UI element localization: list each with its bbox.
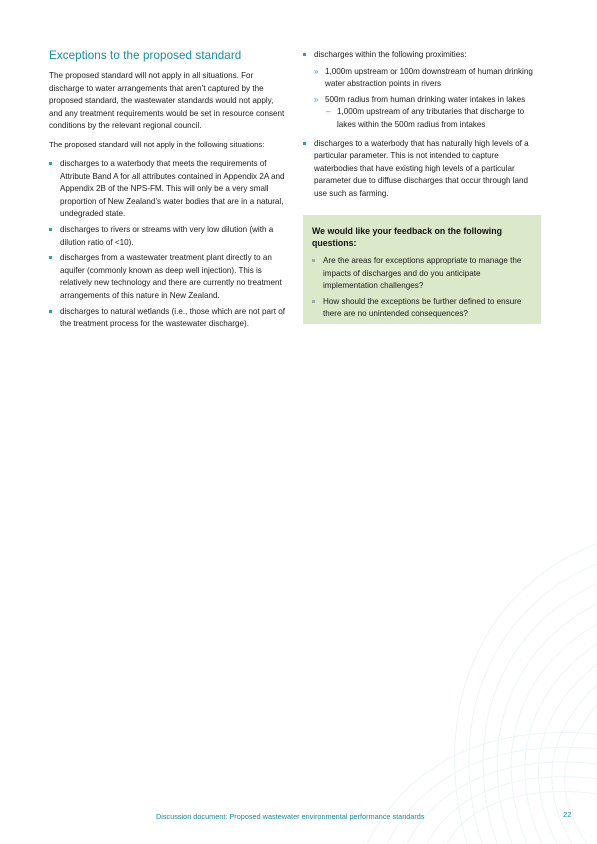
list-item: discharges to natural wetlands (i.e., those which are not part of the treatment process for the wastewater discharge). <box>49 306 285 331</box>
right-column <box>303 49 541 204</box>
bullet-marker <box>303 142 306 145</box>
list-item: How should the exceptions be further defined to ensure there are no unintended consequences? <box>312 296 534 321</box>
proximity-sublist <box>314 66 541 132</box>
chevron-right-icon: » <box>314 94 319 104</box>
lead-paragraph: The proposed standard will not apply in the following situations: <box>49 139 265 149</box>
list-item: discharges to a waterbody that has naturally high levels of a particular parameter. This is not intended to capture waterbodies that have existing high levels of a particular parameter due to diffuse discharges that occur through land use such as farming. <box>303 138 541 201</box>
subsub-list-item: – 1,000m upstream of any tributaries that discharge to lakes within the 500m radius from intakes <box>326 107 525 129</box>
list-item: discharges to rivers or streams with very low dilution (with a dilution ratio of <10). <box>49 224 285 249</box>
feedback-box <box>303 215 541 324</box>
dash-marker: – <box>326 107 331 117</box>
intro-paragraph: The proposed standard will not apply in all situations. For discharge to water arrangements that aren’t captured by the proposed standard, the wastewater standards would not apply, and any treatment requirements would be set in resource consent conditions by the relevant regional council. <box>49 71 285 131</box>
bullet-marker <box>312 259 315 262</box>
sub-list-item: » 1,000m upstream or 100m downstream of human drinking water abstraction points in rivers <box>314 66 533 89</box>
section-title: Exceptions to the proposed standard <box>49 49 242 62</box>
feedback-heading: We would like your feedback on the following questions: <box>312 226 502 249</box>
bullet-marker <box>312 300 315 303</box>
sub-list-item: » 500m radius from human drinking water intakes in lakes – 1,000m upstream of any tributaries that discharge to lakes within the 500m radius from intakes <box>314 94 541 132</box>
footer-text: Discussion document: Proposed wastewater environmental performance standards <box>156 812 425 821</box>
left-column <box>49 49 285 334</box>
bullet-marker <box>49 310 52 313</box>
bullet-marker <box>49 228 52 231</box>
bullet-marker <box>303 53 306 56</box>
list-item: discharges from a wastewater treatment plant directly to an aquifer (commonly known as deep well injection). This is relatively new technology and there are currently no treatment arrangements of this nature in New Zealand. <box>49 252 285 302</box>
chevron-right-icon: » <box>314 66 319 76</box>
page-number: 22 <box>563 810 572 819</box>
decorative-swirl-pattern <box>347 504 597 844</box>
bullet-marker <box>49 256 52 259</box>
feedback-questions-list <box>312 255 534 324</box>
proximity-subsublist <box>325 106 541 131</box>
list-item: Are the areas for exceptions appropriate to manage the impacts of discharges and do you anticipate implementation challenges? <box>312 255 534 293</box>
list-item: discharges to a waterbody that meets the requirements of Attribute Band A for all attributes contained in Appendix 2A and Appendix 2B of the NPS-FM. This will only be a very small proportion of New Zealand’s water bodies that are in a natural, undegraded state. <box>49 158 285 221</box>
bullet-marker <box>49 162 52 165</box>
exceptions-list <box>49 158 285 331</box>
list-item: discharges within the following proximities: » 1,000m upstream or 100m downstream of human drinking water abstraction points in rivers » 500m radius from human drinking water intakes in lakes – 1,000m upstream of any tributaries that discharge to lakes within the 500m radius from intakes <box>303 49 541 132</box>
proximity-list <box>303 49 541 201</box>
